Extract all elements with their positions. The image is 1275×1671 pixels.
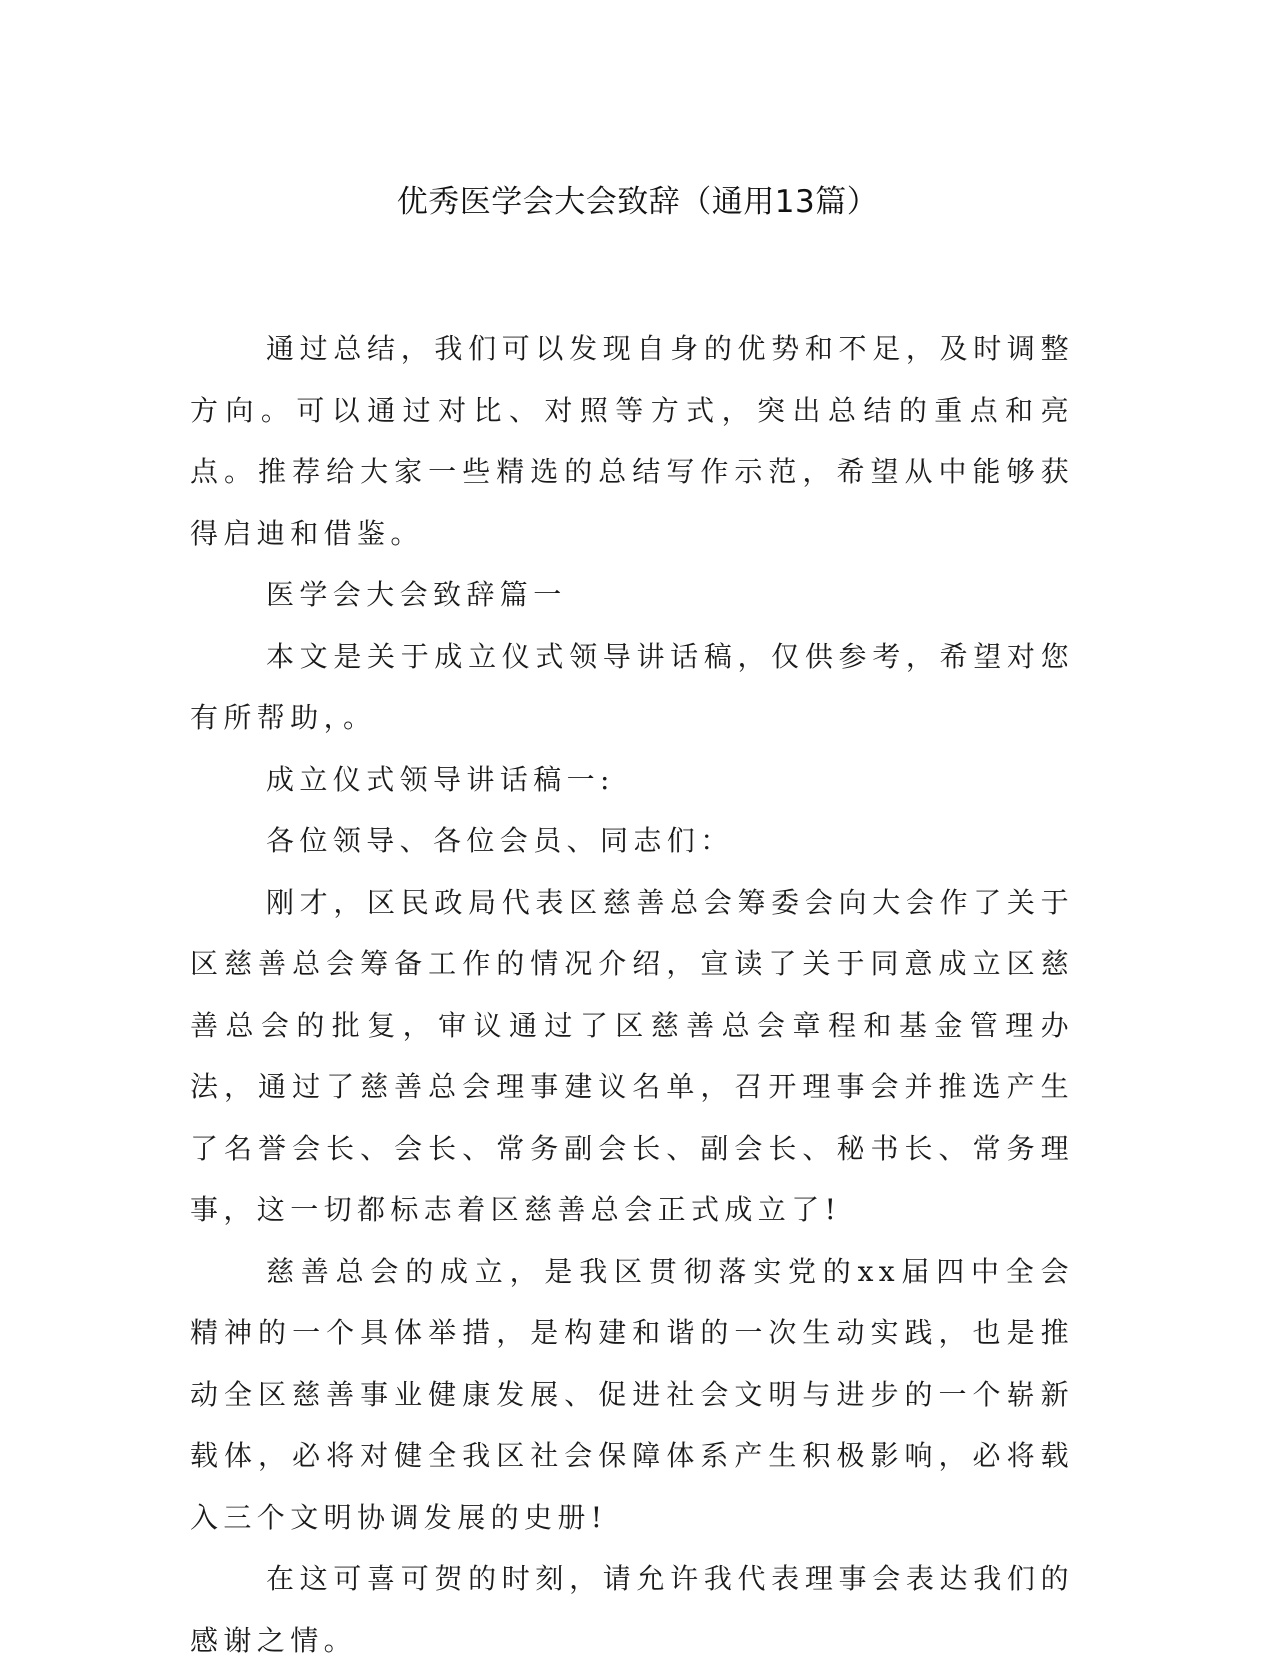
paragraph: 本文是关于成立仪式领导讲话稿，仅供参考，希望对您有所帮助，。 (190, 639, 1074, 734)
paragraph-intro: 通过总结，我们可以发现自身的优势和不足，及时调整方向。可以通过对比、对照等方式，突出总结的重点和亮点。推荐给大家一些精选的总结写作示范，希望从中能够获得启迪和借鉴。 (190, 332, 1074, 550)
document-body (190, 318, 1074, 1671)
paragraph: 慈善总会的成立，是我区贯彻落实党的xx届四中全会精神的一个具体举措，是构建和谐的一次生动实践，也是推动全区慈善事业健康发展、促进社会文明与进步的一个崭新载体，必将对健全我区社会保障体系产生积极影响，必将载入三个文明协调发展的史册! (190, 1254, 1074, 1534)
speech-heading: 成立仪式领导讲话稿一: (266, 762, 615, 796)
salutation: 各位领导、各位会员、同志们： (266, 824, 734, 857)
paragraph: 在这可喜可贺的时刻，请允许我代表理事会表达我们的感谢之情。 (190, 1562, 1074, 1657)
paragraph: 刚才，区民政局代表区慈善总会筹委会向大会作了关于区慈善总会筹备工作的情况介绍，宣读了关于同意成立区慈善总会的批复，审议通过了区慈善总会章程和基金管理办法，通过了慈善总会理事建议名单，召开理事会并推选产生了名誉会长、会长、常务副会长、副会长、秘书长、常务理事，这一切都标志着区慈善总会正式成立了! (190, 885, 1074, 1226)
document-title: 优秀医学会大会致辞（通用13篇） (396, 184, 879, 220)
section-heading: 医学会大会致辞篇一 (266, 578, 567, 611)
